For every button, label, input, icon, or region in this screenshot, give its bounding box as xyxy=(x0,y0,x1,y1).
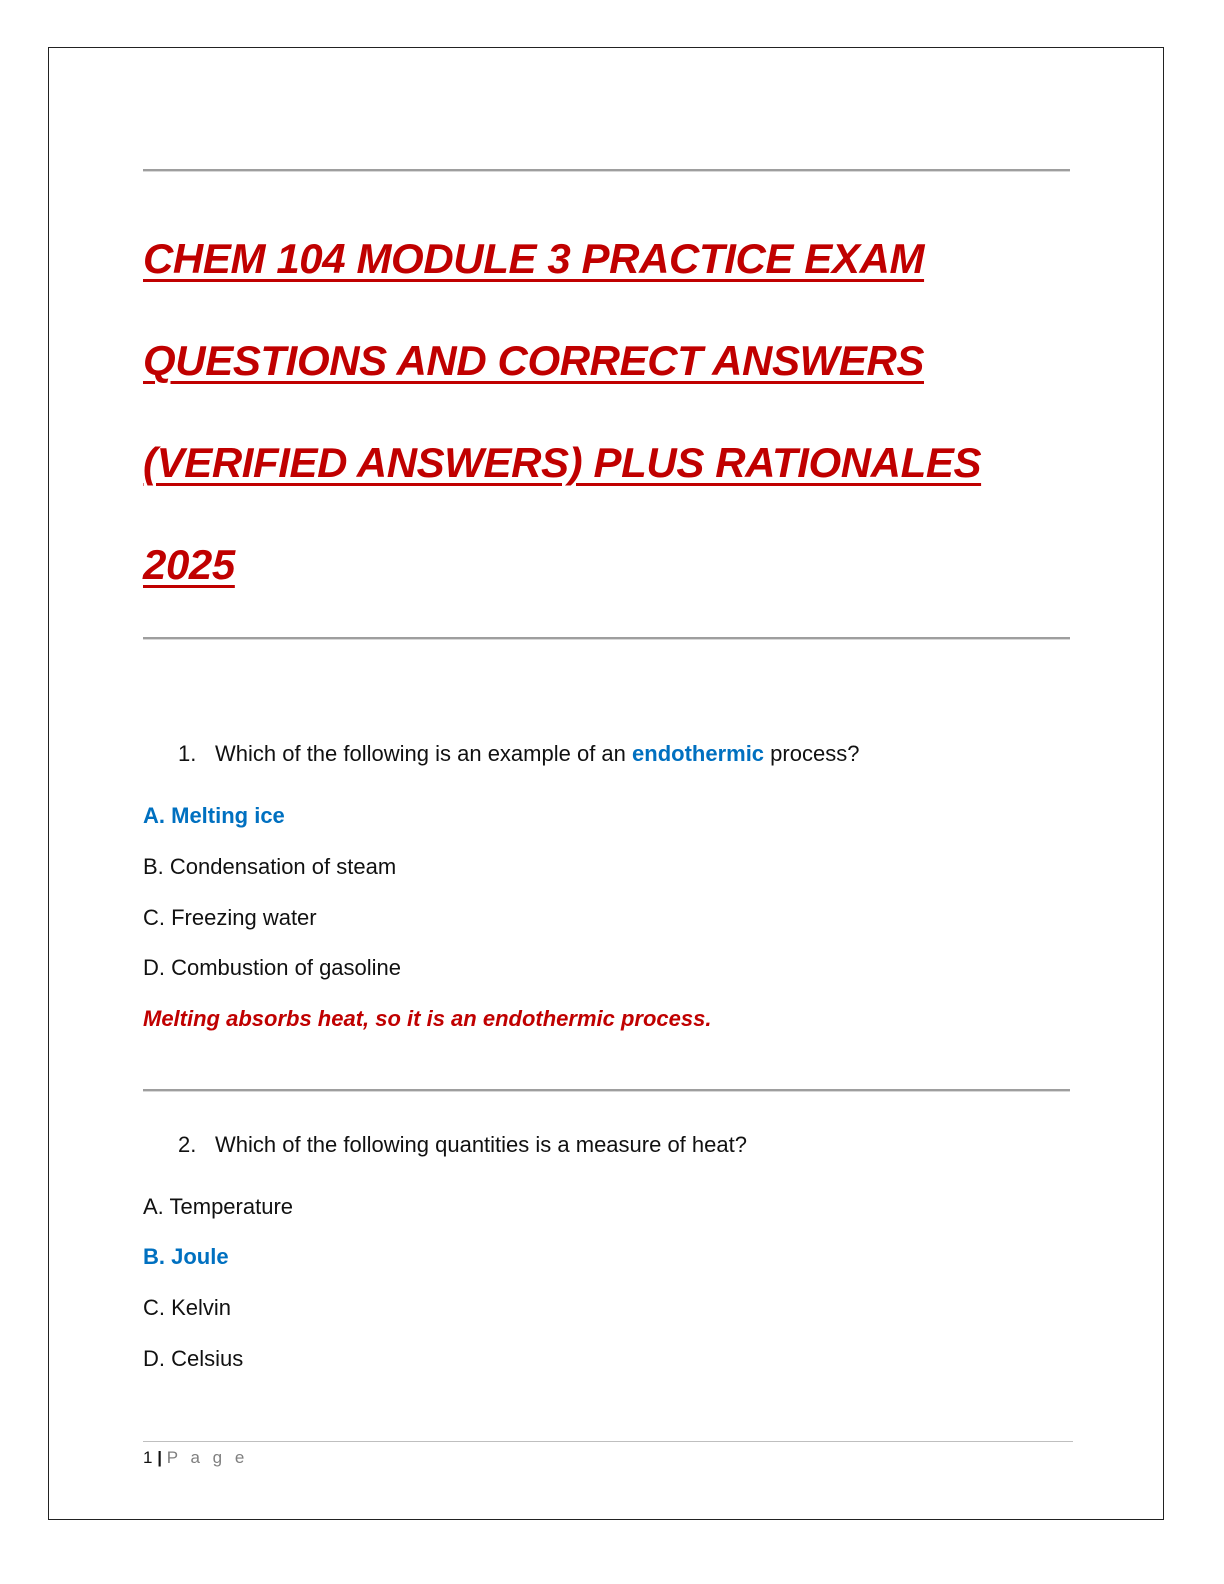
question-number: 2. xyxy=(178,1132,197,1157)
divider-after-title xyxy=(143,637,1070,639)
title-line: (VERIFIED ANSWERS) PLUS RATIONALES xyxy=(143,439,982,486)
title-line: 2025 xyxy=(143,541,235,588)
option-a-correct: A. Melting ice xyxy=(143,803,285,828)
question-text: Which of the following quantities is a measure of heat? xyxy=(215,1132,747,1157)
option-d: D. Celsius xyxy=(143,1346,244,1371)
question-1 xyxy=(178,741,859,767)
page-footer xyxy=(143,1448,248,1468)
title-line: CHEM 104 MODULE 3 PRACTICE EXAM xyxy=(143,235,925,282)
question-text: process? xyxy=(764,741,860,766)
option-a: A. Temperature xyxy=(143,1194,294,1219)
footer-rule xyxy=(143,1441,1073,1442)
divider-top xyxy=(143,169,1070,171)
footer-separator: | xyxy=(157,1448,162,1467)
page-number: 1 xyxy=(143,1448,153,1467)
page-label: P a g e xyxy=(166,1448,249,1467)
divider-between-questions xyxy=(143,1089,1070,1091)
option-c: C. Kelvin xyxy=(143,1295,232,1320)
option-b: B. Condensation of steam xyxy=(143,854,397,879)
option-d: D. Combustion of gasoline xyxy=(143,955,402,980)
question-keyword: endothermic xyxy=(632,741,765,766)
option-b-correct: B. Joule xyxy=(143,1244,229,1269)
question-text: Which of the following is an example of an xyxy=(215,741,633,766)
rationale: Melting absorbs heat, so it is an endothermic process. xyxy=(143,1006,712,1031)
question-2 xyxy=(178,1132,747,1158)
option-c: C. Freezing water xyxy=(143,905,317,930)
document-title xyxy=(143,208,1083,616)
question-number: 1. xyxy=(178,741,197,766)
title-line: QUESTIONS AND CORRECT ANSWERS xyxy=(143,337,924,384)
